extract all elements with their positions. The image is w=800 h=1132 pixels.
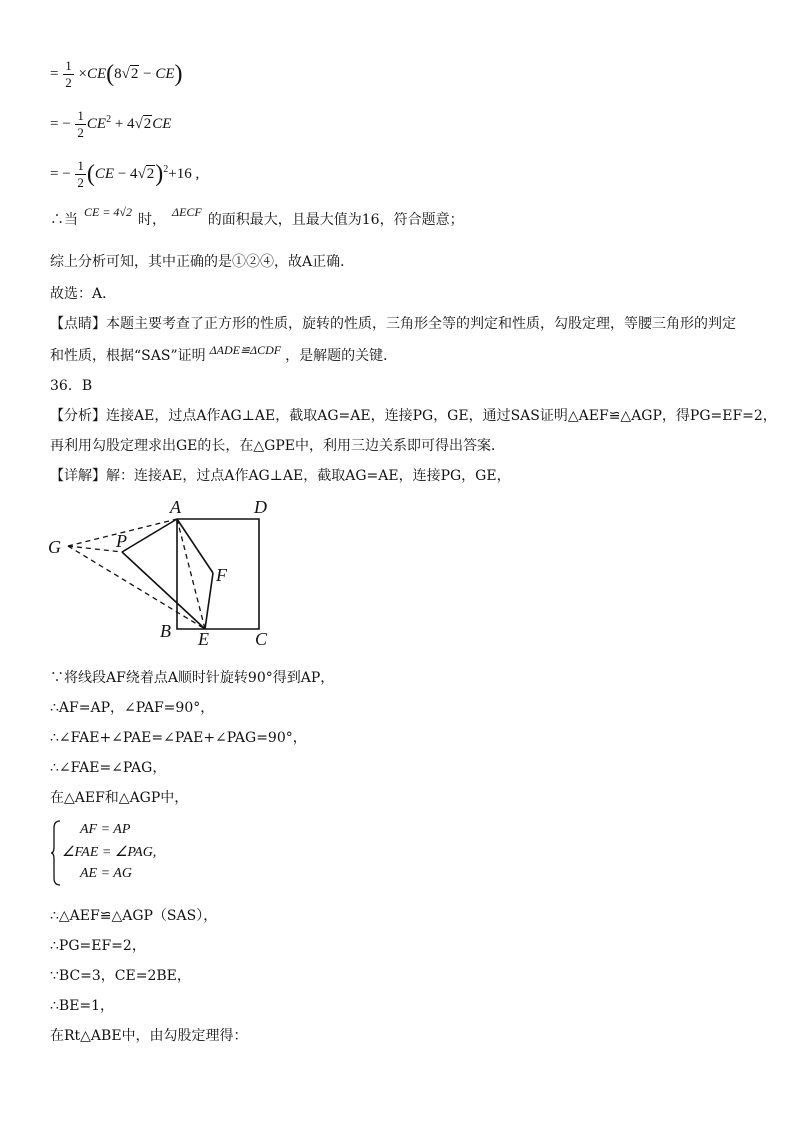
equation-line-3: = − $\frac{1}{2}$ (CE − 4√2)$^2$+16 , xyxy=(50,158,200,190)
proof-line-3: ∴∠FAE+∠PAE=∠PAE+∠PAG=90°， xyxy=(50,730,307,746)
proof-line-2: ∴AF=AP，∠PAF=90°， xyxy=(50,700,215,716)
label-e: E xyxy=(198,629,209,649)
proof-line-7: ∴PG=EF=2， xyxy=(50,938,146,954)
equation-line-1: = $\frac{1}{2}$ ×CE(8√2 − CE) xyxy=(50,58,183,90)
segment-af xyxy=(177,519,213,573)
comment-line-2: 和性质，根据“SAS”证明 ΔADE≌ΔCDF ，是解题的关键． xyxy=(50,343,398,364)
segment-ae xyxy=(177,519,205,629)
comment-line-1: 【点睛】本题主要考查了正方形的性质，旋转的性质，三角形全等的判定和性质，勾股定理，等腰三角形的判定 xyxy=(50,316,736,332)
geometry-figure xyxy=(40,495,300,655)
analysis-line-2: 再利用勾股定理求出GE的长，在△GPE中，利用三边关系即可得出答案． xyxy=(50,438,505,454)
segment-ap xyxy=(122,519,177,552)
detail-line: 【详解】解：连接AE，过点A作AG⊥AE，截取AG=AE，连接PG，GE， xyxy=(50,468,511,484)
proof-line-10: 在Rt△ABE中，由勾股定理得： xyxy=(50,1028,248,1044)
analysis-line-1: 【分析】连接AE，过点A作AG⊥AE，截取AG=AE，连接PG，GE，通过SAS证明△AEF≌△AGP，得PG=EF=2， xyxy=(50,408,777,424)
system-row-3: AE = AG xyxy=(80,866,132,881)
system-row-1: AF = AP xyxy=(80,822,131,837)
label-a: A xyxy=(170,497,181,517)
segment-fe xyxy=(205,573,213,629)
label-p: P xyxy=(116,531,127,551)
system-row-2: ∠FAE = ∠PAG, xyxy=(62,845,157,860)
label-c: C xyxy=(255,629,268,649)
left-brace xyxy=(50,820,62,886)
segment-pe xyxy=(122,552,205,629)
question-number: 36．B xyxy=(50,378,93,394)
proof-line-8: ∵BC=3，CE=2BE， xyxy=(50,968,191,984)
proof-line-6: ∴△AEF≌△AGP（SAS）， xyxy=(50,908,218,924)
equation-system xyxy=(50,820,270,886)
label-b: B xyxy=(160,621,171,641)
proof-line-9: ∴BE=1， xyxy=(50,998,115,1014)
conclusion-line: ∴当 CE = 4√2 时， ΔECF 的面积最大，且最大值为16，符合题意； xyxy=(50,205,464,228)
summary-line: 综上分析可知，其中正确的是①②④，故A正确． xyxy=(50,254,355,270)
label-d: D xyxy=(254,497,267,517)
answer-line: 故选：A． xyxy=(50,286,117,302)
equation-line-2: = − $\frac{1}{2}$ $CE^2 + 4√2CE$ xyxy=(50,108,172,140)
proof-line-4: ∴∠FAE=∠PAG， xyxy=(50,760,167,776)
proof-line-1: ∵将线段AF绕着点A顺时针旋转90°得到AP， xyxy=(50,670,335,686)
proof-line-5: 在△AEF和△AGP中， xyxy=(50,790,189,806)
label-g: G xyxy=(48,537,61,557)
segment-ge xyxy=(68,546,205,629)
label-f: F xyxy=(216,565,227,585)
